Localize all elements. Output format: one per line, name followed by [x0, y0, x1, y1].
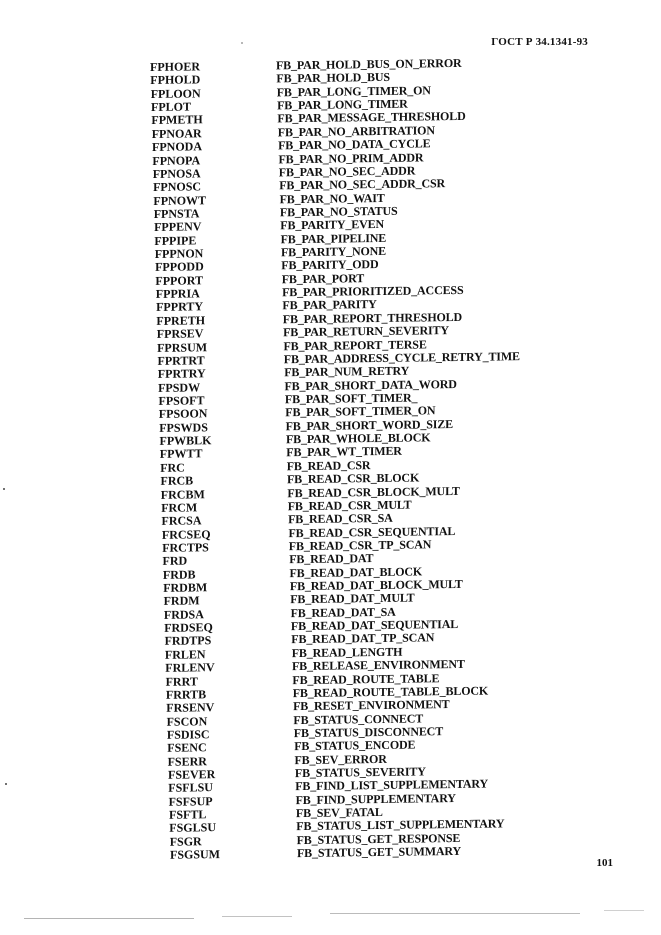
- abbreviation: FPRSUM: [157, 339, 208, 355]
- abbreviation: FPSOFT: [158, 393, 205, 408]
- full-name: FB_PAR_NO_SEC_ADDR: [278, 163, 416, 180]
- page-number: 101: [596, 857, 613, 869]
- abbreviation: FRDTPS: [164, 633, 212, 649]
- abbreviation: FPNOPA: [152, 152, 201, 168]
- full-name: FB_PAR_NUM_RETRY: [284, 363, 410, 380]
- full-name: FB_STATUS_GET_SUMMARY: [297, 844, 462, 861]
- full-name: FB_PAR_PARITY: [282, 297, 377, 313]
- full-name: FB_PAR_NO_STATUS: [279, 203, 398, 220]
- full-name: FB_STATUS_SEVERITY: [294, 764, 426, 781]
- abbreviation: FRDSA: [163, 607, 204, 622]
- abbreviation: FRLENV: [165, 660, 215, 675]
- full-name: FB_SEV_FATAL: [295, 805, 383, 821]
- abbreviation: FPHOER: [150, 59, 200, 74]
- full-name: FB_READ_CSR_TP_SCAN: [288, 537, 432, 554]
- full-name: FB_SEV_ERROR: [294, 751, 387, 767]
- abbreviation: FSENC: [167, 740, 207, 756]
- abbreviation: FRC: [160, 460, 185, 475]
- abbreviation: FRD: [162, 553, 188, 569]
- abbreviation: FPPODD: [155, 259, 204, 275]
- abbreviation: FPPNON: [154, 246, 204, 261]
- abbreviation: FPSOON: [158, 406, 208, 422]
- full-name: FB_PAR_LONG_TIMER: [277, 96, 408, 113]
- abbreviation: FRLEN: [164, 647, 206, 662]
- abbreviation: FPNOSA: [152, 166, 201, 181]
- abbreviation: FPRTRY: [157, 366, 206, 382]
- full-name: FB_FIND_SUPPLEMENTARY: [295, 790, 456, 807]
- full-name: FB_PAR_PRIORITIZED_ACCESS: [282, 283, 464, 300]
- full-name: FB_READ_CSR_BLOCK_MULT: [287, 483, 460, 500]
- full-name: FB_PARITY_NONE: [281, 243, 387, 260]
- abbreviation: FRDB: [162, 567, 196, 582]
- scan-speck: [3, 488, 5, 490]
- abbreviation: FPLOT: [151, 99, 192, 115]
- abbreviation: FPPORT: [155, 273, 203, 288]
- abbreviation: FRCSA: [161, 513, 202, 529]
- full-name: FB_READ_DAT: [289, 551, 374, 567]
- abbreviation: FPSWDS: [159, 419, 208, 435]
- abbreviation: FRCSEQ: [161, 526, 211, 542]
- abbreviation: FRCBM: [160, 486, 205, 502]
- page-header: ГОСТ Р 34.1341-93: [491, 36, 588, 48]
- abbreviation: FPNSTA: [153, 206, 200, 221]
- full-name: FB_READ_CSR_BLOCK: [287, 470, 420, 487]
- full-name: FB_PAR_REPORT_THRESHOLD: [282, 309, 463, 327]
- abbreviation: FPNOAR: [151, 126, 202, 141]
- abbreviation: FPWBLK: [159, 433, 212, 448]
- abbreviation: FSEVER: [168, 767, 216, 782]
- full-name: FB_PAR_MESSAGE_THRESHOLD: [277, 109, 466, 126]
- full-name: FB_PAR_SHORT_DATA_WORD: [284, 376, 457, 393]
- full-name: FB_PAR_HOLD_BUS: [276, 70, 390, 86]
- abbreviation: FPRSEV: [156, 326, 204, 342]
- abbreviation: FRDSEQ: [164, 620, 213, 635]
- abbreviation: FPNOWT: [153, 192, 207, 208]
- scan-speck: [5, 783, 7, 785]
- full-name: FB_PAR_PIPELINE: [280, 230, 387, 246]
- full-name: FB_PAR_WHOLE_BLOCK: [286, 430, 431, 447]
- full-name: FB_PAR_SOFT_TIMER_: [284, 390, 418, 407]
- full-name: FB_READ_CSR_MULT: [287, 497, 412, 514]
- abbreviation: FPSDW: [158, 379, 201, 395]
- full-name: FB_PAR_WT_TIMER: [286, 444, 402, 460]
- abbreviation: FRCTPS: [162, 540, 209, 555]
- full-name: FB_PAR_LONG_TIMER_ON: [276, 83, 431, 100]
- abbreviation: FPWTT: [159, 446, 203, 462]
- abbreviation: FRRTB: [165, 687, 207, 702]
- full-name: FB_PAR_NO_SEC_ADDR_CSR: [279, 176, 446, 193]
- full-name: FB_READ_CSR_SA: [288, 511, 393, 527]
- scan-rule: [330, 913, 580, 914]
- full-name: FB_PAR_HOLD_BUS_ON_ERROR: [276, 55, 462, 73]
- full-name: FB_PAR_ADDRESS_CYCLE_RETRY_TIME: [283, 349, 520, 367]
- full-name: FB_PAR_RETURN_SEVERITY: [283, 323, 449, 340]
- abbreviation: FRDM: [163, 593, 200, 609]
- abbreviation: FSFTL: [169, 807, 207, 822]
- scan-rule: [604, 910, 644, 911]
- full-name: FB_STATUS_LIST_SUPPLEMENTARY: [296, 816, 505, 834]
- abbreviation: FSGR: [169, 834, 202, 849]
- full-name: FB_PAR_NO_ARBITRATION: [277, 123, 435, 140]
- abbreviation: FSGLSU: [169, 820, 216, 836]
- full-name: FB_RELEASE_ENVIRONMENT: [292, 657, 465, 674]
- abbreviation: FSFLSU: [168, 780, 213, 796]
- abbreviation: FPNOSC: [153, 179, 202, 195]
- full-name: FB_READ_DAT_MULT: [290, 590, 415, 607]
- abbreviation: FPRETH: [156, 313, 206, 328]
- full-name: FB_STATUS_DISCONNECT: [293, 724, 444, 741]
- abbreviation: FRDBM: [163, 580, 208, 595]
- full-name: FB_READ_DAT_SEQUENTIAL: [290, 617, 459, 634]
- abbreviation: FSGSUM: [170, 847, 221, 862]
- full-name: FB_STATUS_CONNECT: [293, 711, 424, 727]
- full-name: FB_STATUS_GET_RESPONSE: [296, 830, 461, 847]
- full-name: FB_PAR_SOFT_TIMER_ON: [285, 403, 436, 420]
- abbreviation: FPHOLD: [150, 72, 201, 88]
- abbreviation: FRRT: [165, 673, 198, 689]
- abbreviation: FPPENV: [154, 219, 202, 235]
- full-name: FB_READ_ROUTE_TABLE_BLOCK: [292, 683, 489, 701]
- full-name: FB_PAR_NO_PRIM_ADDR: [278, 149, 424, 166]
- full-name: FB_READ_DAT_BLOCK_MULT: [289, 576, 463, 594]
- abbreviation: FPRTRT: [157, 353, 205, 368]
- abbreviation: FPPRIA: [155, 286, 200, 302]
- full-name: FB_STATUS_ENCODE: [294, 737, 416, 754]
- abbreviation: FRCM: [161, 500, 198, 515]
- full-name: FB_READ_DAT_TP_SCAN: [291, 630, 435, 647]
- full-name: FB_READ_CSR_SEQUENTIAL: [288, 523, 456, 540]
- full-name: FB_READ_DAT_BLOCK: [289, 564, 423, 580]
- scan-rule: [222, 916, 292, 917]
- abbreviation: FPMETH: [151, 112, 203, 128]
- scan-speck: [241, 42, 243, 44]
- full-name: FB_PAR_PORT: [281, 270, 365, 287]
- abbreviation: FSFSUP: [168, 793, 213, 809]
- full-name: FB_PAR_NO_DATA_CYCLE: [278, 136, 431, 153]
- full-name: FB_READ_ROUTE_TABLE: [292, 670, 440, 687]
- full-name: FB_READ_CSR: [286, 457, 371, 473]
- abbreviation: FPLOON: [150, 86, 201, 101]
- full-name: FB_PAR_NO_WAIT: [279, 190, 385, 206]
- abbreviation: FRCB: [160, 473, 194, 489]
- abbreviation: FPPIPE: [154, 233, 197, 248]
- full-name: FB_FIND_LIST_SUPPLEMENTARY: [295, 776, 488, 794]
- full-name: FB_READ_DAT_SA: [290, 604, 396, 620]
- full-name: FB_READ_LENGTH: [291, 644, 403, 660]
- abbreviation: FSDISC: [166, 727, 210, 742]
- full-name: FB_PAR_SHORT_WORD_SIZE: [285, 416, 454, 433]
- full-name: FB_PARITY_EVEN: [280, 217, 384, 233]
- abbreviation: FSERR: [167, 753, 207, 769]
- full-name: FB_PARITY_ODD: [281, 257, 379, 273]
- abbreviation-table: [0, 54, 661, 873]
- abbreviation: FPPRTY: [156, 299, 203, 315]
- full-name: FB_PAR_REPORT_TERSE: [283, 336, 427, 353]
- abbreviation: FRSENV: [166, 700, 215, 716]
- full-name: FB_RESET_ENVIRONMENT: [293, 697, 450, 714]
- scan-rule: [24, 918, 194, 919]
- abbreviation: FPNODA: [152, 139, 202, 155]
- abbreviation: FSCON: [166, 713, 208, 729]
